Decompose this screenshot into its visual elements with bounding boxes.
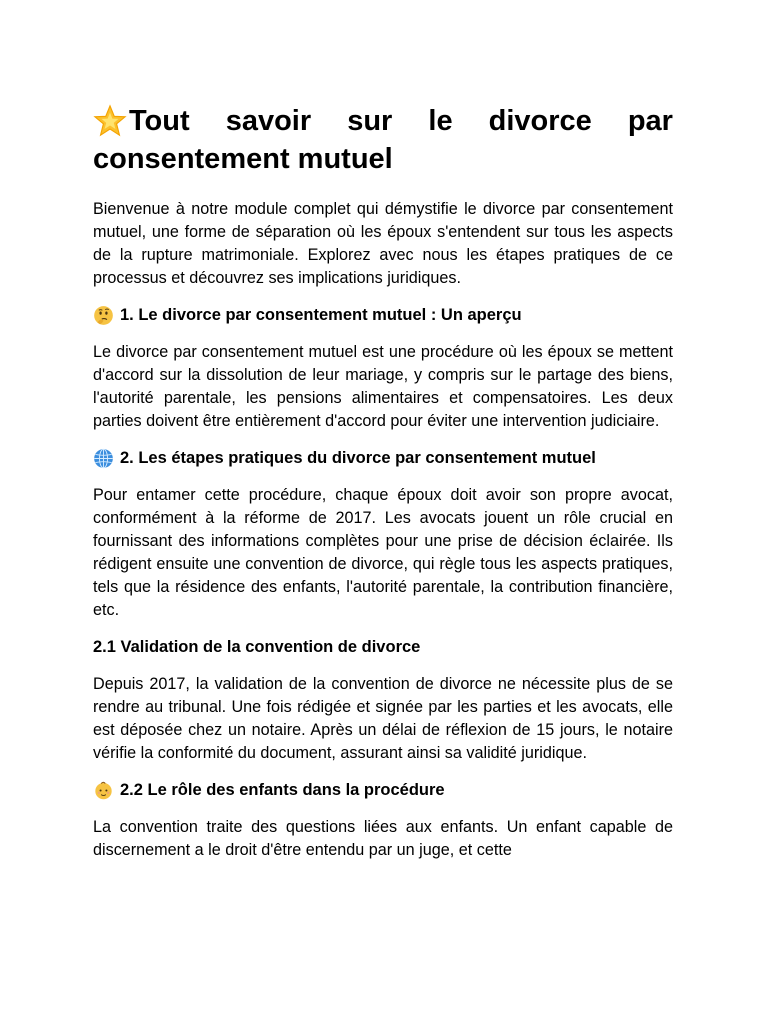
globe-icon (93, 448, 114, 469)
section-heading-text: 1. Le divorce par consentement mutuel : Un aperçu (120, 306, 522, 324)
title-first-word-group (93, 102, 190, 140)
title-word: Tout (129, 105, 190, 137)
baby-icon (93, 780, 114, 801)
title-word: divorce (488, 105, 592, 137)
section-paragraph: Depuis 2017, la validation de la convention de divorce ne nécessite plus de se rendre au tribunal. Une fois rédigée et signée par les parties et les avocats, elle est déposée chez un notaire. Après un délai de réflexion de 15 jours, le notaire vérifie la conformité du document, assurant ainsi sa validité juridique. (93, 675, 673, 762)
section-paragraph: Le divorce par consentement mutuel est une procédure où les époux se mettent d'accord sur la dissolution de leur mariage, y compris sur le partage des biens, l'autorité parentale, les pensions alimentaires et compensatoires. Les deux parties doivent être entièrement d'accord pour éviter une intervention judiciaire. (93, 343, 673, 430)
document-page (93, 102, 673, 876)
section-heading (93, 779, 673, 802)
title-line-2: consentement mutuel (93, 143, 393, 175)
section-heading-text: 2. Les étapes pratiques du divorce par consentement mutuel (120, 449, 596, 467)
title-line-1 (93, 102, 673, 140)
section-heading (93, 447, 673, 470)
section-paragraph: Pour entamer cette procédure, chaque époux doit avoir son propre avocat, conformément à la réforme de 2017. Les avocats jouent un rôle crucial en fournissant des informations complètes pour une prise de décision éclairée. Ils rédigent ensuite une convention de divorce, qui règle tous les aspects pratiques, tels que la résidence des enfants, l'autorité parentale, la contribution financière, etc. (93, 486, 673, 619)
page-title (93, 102, 673, 178)
title-word: savoir (225, 105, 312, 137)
section-heading-text: 2.2 Le rôle des enfants dans la procédure (120, 781, 445, 799)
title-word: sur (347, 105, 393, 137)
section-heading (93, 304, 673, 327)
intro-paragraph: Bienvenue à notre module complet qui démystifie le divorce par consentement mutuel, une forme de séparation où les époux s'entendent sur tous les aspects de la rupture matrimoniale. Explorez avec nous les étapes pratiques de ce processus et découvrez ses implications juridiques. (93, 200, 673, 287)
thinking-face-icon (93, 305, 114, 326)
section-paragraph: La convention traite des questions liées aux enfants. Un enfant capable de discernement a le droit d'être entendu par un juge, et cette (93, 818, 673, 859)
section-heading (93, 636, 673, 659)
section-heading-text: 2.1 Validation de la convention de divorce (93, 638, 421, 656)
title-word: par (627, 105, 673, 137)
glowing-star-icon (93, 104, 127, 138)
title-word: le (428, 105, 453, 137)
